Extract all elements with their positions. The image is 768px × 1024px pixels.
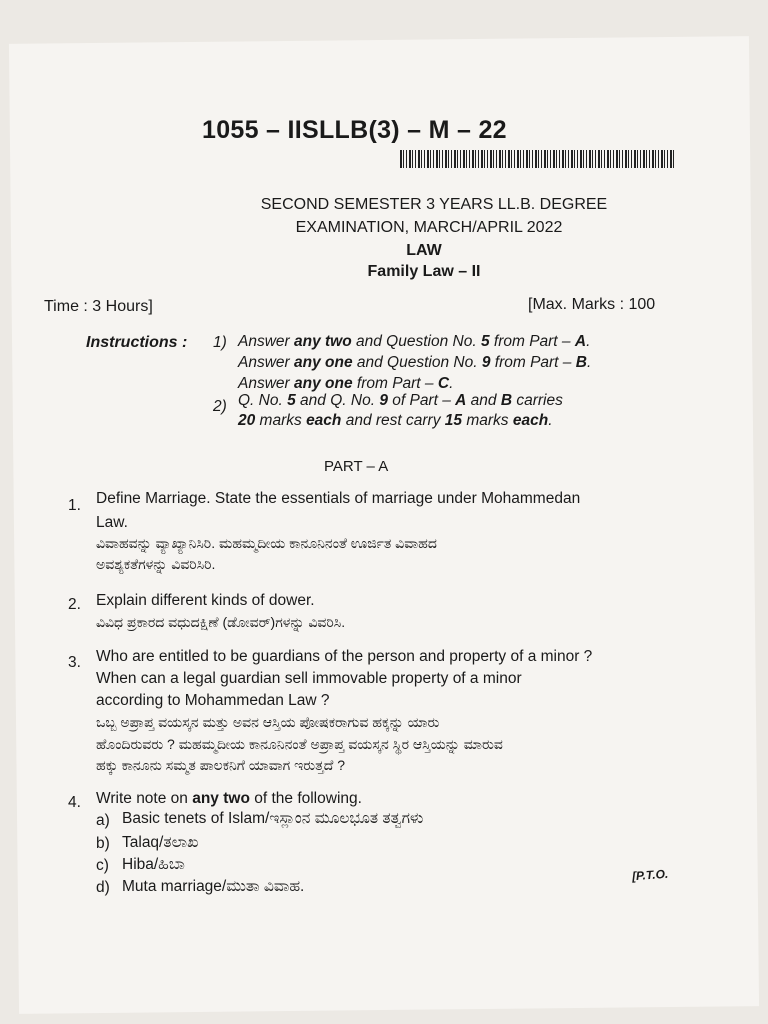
max-marks: [Max. Marks : 100 [528, 296, 656, 313]
question-3-text-cont-2: according to Mohammedan Law ? [96, 692, 330, 709]
question-1-kannada: ವಿವಾಹವನ್ನು ವ್ಯಾಖ್ಯಾನಿಸಿರಿ. ಮಹಮ್ಮದೀಯ ಕಾನೂನಿನಂತೆ ಊರ್ಜಿತ ವಿವಾಹದ [96, 535, 437, 551]
question-4-option-b: Talaq/ತಲಾಖ [122, 834, 199, 851]
question-3-kannada-cont-2: ಹಕ್ಕು ಕಾನೂನು ಸಮ್ಮತ ಪಾಲಕನಿಗೆ ಯಾವಾಗ ಇರುತ್ತದೆ ? [96, 757, 345, 773]
question-1-text-cont: Law. [96, 514, 128, 531]
barcode [400, 150, 674, 168]
paper-code: 1055 – IISLLB(3) – M – 22 [202, 116, 507, 144]
instructions-label: Instructions : [86, 334, 188, 351]
please-turn-over: [P.T.O. [631, 866, 669, 884]
question-4-number: 4. [68, 794, 81, 811]
question-4-option-a: Basic tenets of Islam/ಇಸ್ಲಾಂನ ಮೂಲಭೂತ ತತ್ವಗಳು [122, 810, 424, 827]
instruction-1-line-3: Answer any one from Part – C. [238, 375, 454, 392]
question-1-number: 1. [68, 497, 81, 514]
question-4-option-c: Hiba/ಹಿಬಾ [122, 856, 185, 873]
question-4-option-a-label: a) [96, 812, 110, 829]
question-3-text-cont: When can a legal guardian sell immovable property of a minor [96, 670, 522, 687]
question-1-text: Define Marriage. State the essentials of marriage under Mohammedan [96, 490, 581, 507]
instruction-2-number: 2) [213, 398, 227, 415]
exam-line: EXAMINATION, MARCH/APRIL 2022 [295, 219, 563, 236]
question-3-kannada-cont: ಹೊಂದಿರುವರು ? ಮಹಮ್ಮದೀಯ ಕಾನೂನಿನಂತೆ ಅಪ್ರಾಪ್ತ ವಯಸ್ಕನ ಸ್ಥಿರ ಆಸ್ತಿಯನ್ನು ಮಾರುವ [96, 736, 503, 752]
question-4-option-b-label: b) [96, 835, 110, 852]
question-2-number: 2. [68, 596, 81, 613]
instruction-1-line-1: Answer any two and Question No. 5 from Part – A. [238, 333, 591, 350]
subject-title: LAW [406, 242, 442, 259]
degree-line: SECOND SEMESTER 3 YEARS LL.B. DEGREE [260, 196, 608, 213]
instruction-2-line-2: 20 marks each and rest carry 15 marks each. [238, 412, 553, 429]
question-2-kannada: ವಿವಿಧ ಪ್ರಕಾರದ ವಧುದಕ್ಷಿಣೆ (ಡೋವರ್)ಗಳನ್ನು ವಿವರಿಸಿ. [96, 614, 346, 630]
question-4-option-d-label: d) [96, 879, 110, 896]
question-2-text: Explain different kinds of dower. [96, 592, 315, 609]
instruction-1-line-2: Answer any one and Question No. 9 from Part – B. [238, 354, 592, 371]
question-3-kannada: ಒಬ್ಬ ಅಪ್ರಾಪ್ತ ವಯಸ್ಕನ ಮತ್ತು ಅವನ ಆಸ್ತಿಯ ಪೋಷಕರಾಗುವ ಹಕ್ಕನ್ನು ಯಾರು [96, 714, 440, 730]
time-allowed: Time : 3 Hours] [44, 298, 153, 315]
question-3-number: 3. [68, 654, 81, 671]
question-1-kannada-cont: ಅವಶ್ಯಕತೆಗಳನ್ನು ವಿವರಿಸಿರಿ. [96, 556, 216, 572]
instruction-2-line-1: Q. No. 5 and Q. No. 9 of Part – A and B carries [238, 392, 563, 409]
part-a-heading: PART – A [324, 458, 389, 475]
question-4-option-c-label: c) [96, 857, 109, 874]
question-3-text: Who are entitled to be guardians of the person and property of a minor ? [96, 648, 593, 665]
paper-title: Family Law – II [367, 263, 481, 280]
instruction-1-number: 1) [213, 334, 227, 351]
question-4-text: Write note on any two of the following. [96, 790, 362, 807]
question-4-option-d: Muta marriage/ಮುತಾ ವಿವಾಹ. [122, 878, 305, 895]
